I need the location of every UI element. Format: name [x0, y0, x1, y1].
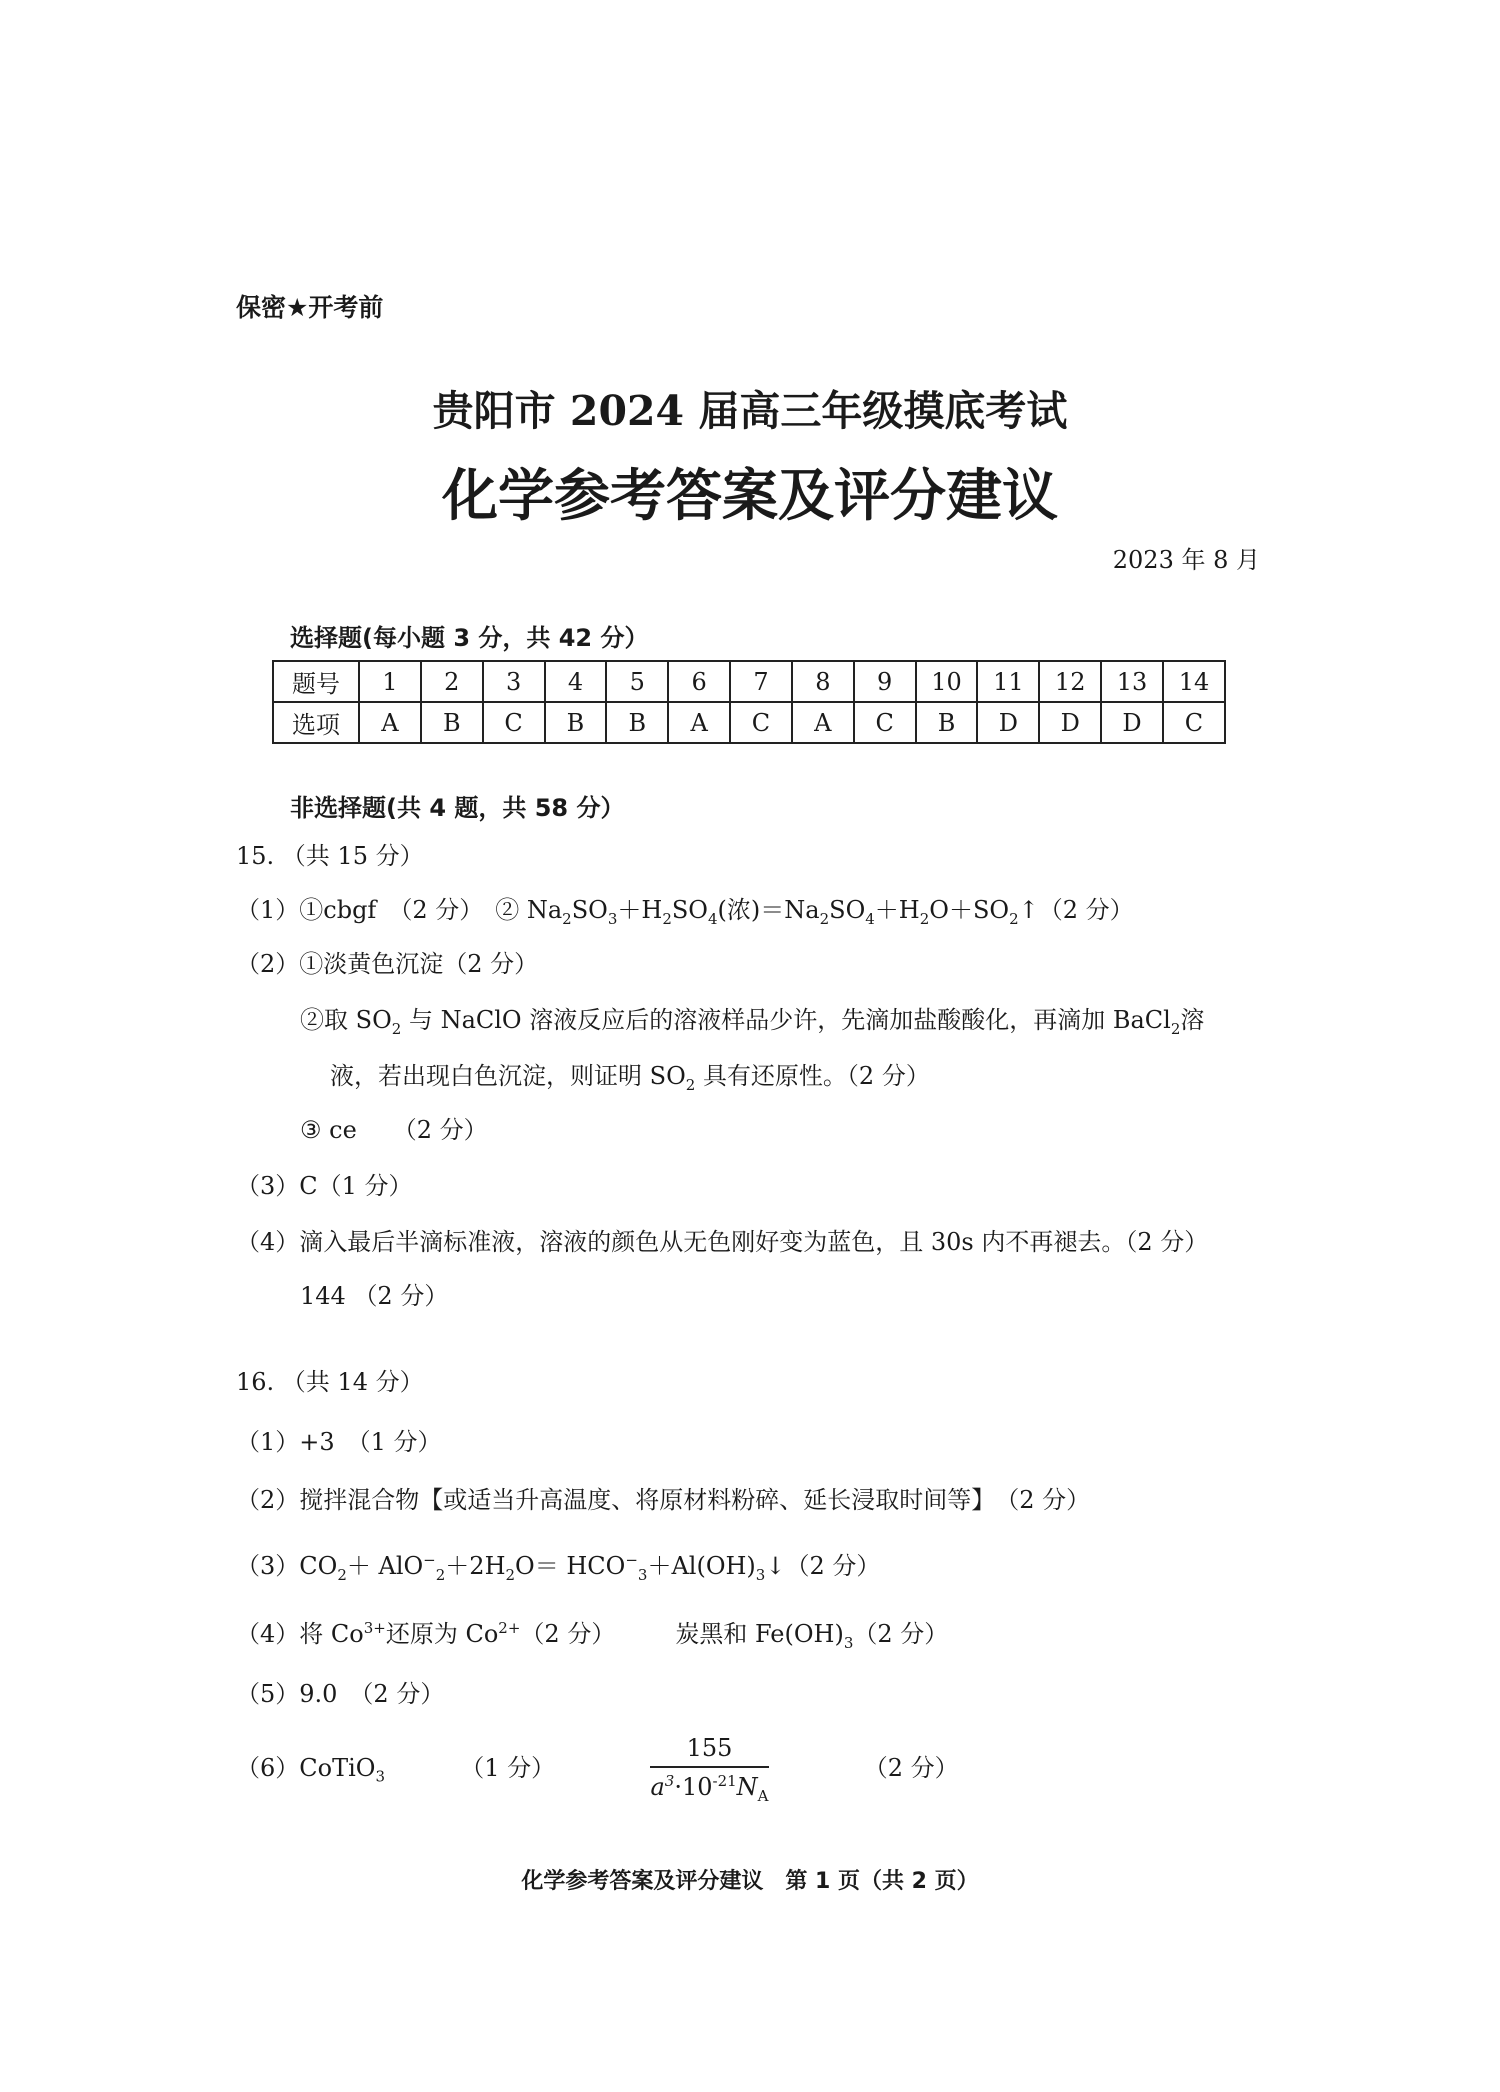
text: （3）CO — [236, 1552, 338, 1580]
superscript: -21 — [712, 1772, 737, 1790]
text: （1）①cbgf （2 分） ② Na — [236, 896, 563, 924]
subscript: 2 — [919, 909, 930, 928]
question-number: 3 — [483, 661, 545, 702]
answer-cell: C — [483, 702, 545, 743]
q15-part2-2-cont — [330, 1056, 930, 1094]
answer-cell: C — [1163, 702, 1225, 743]
q16-part3 — [236, 1546, 880, 1584]
subscript: 2 — [337, 1565, 347, 1584]
subscript: 3 — [755, 1565, 766, 1584]
answer-cell: D — [1101, 702, 1163, 743]
text: ↓（2 分） — [765, 1552, 881, 1580]
subscript: 3 — [843, 1633, 854, 1652]
answer-cell: A — [792, 702, 854, 743]
text: 溶 — [1180, 1006, 1205, 1034]
text: （2 分） — [863, 1753, 959, 1782]
subscript: 2 — [391, 1019, 402, 1038]
text: ＋H — [617, 896, 663, 924]
density-fraction — [650, 1734, 768, 1805]
answer-cell: D — [977, 702, 1039, 743]
superscript: − — [625, 1551, 638, 1569]
text: ＋Al(OH) — [647, 1552, 756, 1580]
subscript: 2 — [819, 909, 830, 928]
text: （2 分） — [853, 1620, 949, 1648]
exam-title: 贵阳市 2024 届高三年级摸底考试 — [432, 387, 1068, 435]
document-title: 化学参考答案及评分建议 — [442, 464, 1058, 529]
superscript: 2+ — [498, 1619, 521, 1637]
q15-part1 — [236, 890, 1134, 928]
q16-title: 16. （共 14 分） — [236, 1368, 424, 1396]
subscript: 2 — [685, 1075, 696, 1094]
subscript: 2 — [662, 909, 672, 928]
text: 与 NaClO 溶液反应后的溶液样品少许，先滴加盐酸酸化，再滴加 BaCl — [408, 1006, 1171, 1034]
text: （2 分） 炭黑和 Fe(OH) — [520, 1620, 844, 1648]
row-label: 题号 — [273, 661, 359, 702]
q15-title: 15. （共 15 分） — [236, 842, 424, 870]
text: 具有还原性。（2 分） — [702, 1062, 930, 1090]
q15-part4-answer: 144 （2 分） — [300, 1282, 449, 1310]
subscript: 4 — [865, 909, 875, 928]
row-label: 选项 — [273, 702, 359, 743]
q15-part4: （4）滴入最后半滴标准液，溶液的颜色从无色刚好变为蓝色，且 30s 内不再褪去。（2 分） — [236, 1228, 1209, 1256]
question-number: 13 — [1101, 661, 1163, 702]
text: （4）将 Co — [236, 1620, 364, 1648]
text: ＋ AlO — [346, 1552, 424, 1580]
superscript: 3+ — [363, 1619, 386, 1637]
subscript: 2 — [1009, 909, 1019, 928]
question-number: 11 — [977, 661, 1039, 702]
text: （6）CoTiO — [236, 1753, 376, 1782]
question-number: 10 — [916, 661, 978, 702]
fraction-denominator — [650, 1768, 768, 1805]
question-number: 4 — [545, 661, 607, 702]
text: SO — [571, 896, 608, 924]
answer-row — [273, 702, 1225, 743]
answer-cell: C — [854, 702, 916, 743]
q16-part1: （1）+3 （1 分） — [236, 1428, 442, 1456]
text: ↑（2 分） — [1018, 896, 1134, 924]
text: O＋SO — [929, 896, 1010, 924]
text: O＝ HCO — [515, 1552, 626, 1580]
text: ·10 — [674, 1773, 713, 1801]
text: SO — [829, 896, 866, 924]
superscript: − — [423, 1551, 436, 1569]
text: （1 分） — [460, 1753, 556, 1782]
answer-cell: A — [359, 702, 421, 743]
q16-part4 — [236, 1614, 948, 1652]
question-number: 12 — [1039, 661, 1101, 702]
text: ＋2H — [445, 1552, 506, 1580]
q15-part3: （3）C（1 分） — [236, 1172, 413, 1200]
subscript: 2 — [562, 909, 572, 928]
text: N — [736, 1773, 758, 1801]
answer-cell: A — [668, 702, 730, 743]
question-number: 6 — [668, 661, 730, 702]
superscript: 3 — [664, 1772, 675, 1790]
answer-cell: B — [545, 702, 607, 743]
document-date: 2023 年 8 月 — [1112, 546, 1260, 574]
subscript: 3 — [375, 1767, 385, 1786]
question-number: 2 — [421, 661, 483, 702]
question-number: 8 — [792, 661, 854, 702]
q15-part2-2 — [300, 1000, 1204, 1038]
nonchoice-section-heading: 非选择题(共 4 题，共 58 分） — [290, 794, 625, 822]
q16-part2: （2）搅拌混合物【或适当升高温度、将原材料粉碎、延长浸取时间等】 （2 分） — [236, 1486, 1091, 1514]
answer-cell: B — [916, 702, 978, 743]
answer-cell: D — [1039, 702, 1101, 743]
question-number: 14 — [1163, 661, 1225, 702]
subscript: 2 — [435, 1565, 446, 1584]
answer-cell: C — [730, 702, 792, 743]
subscript: 2 — [505, 1565, 516, 1584]
fraction-numerator: 155 — [650, 1734, 768, 1768]
confidential-label: 保密★开考前 — [236, 293, 384, 322]
subscript: A — [757, 1786, 769, 1805]
q16-part5: （5）9.0 （2 分） — [236, 1680, 445, 1708]
text: a — [650, 1773, 665, 1801]
q15-part2-1: （2）①淡黄色沉淀（2 分） — [236, 950, 539, 978]
text: SO — [671, 896, 708, 924]
answer-table — [272, 660, 1226, 744]
q15-part2-3: ③ ce （2 分） — [300, 1116, 488, 1144]
question-number: 1 — [359, 661, 421, 702]
subscript: 3 — [607, 909, 618, 928]
answer-cell: B — [421, 702, 483, 743]
question-number-row — [273, 661, 1225, 702]
text: ②取 SO — [300, 1006, 392, 1034]
subscript: 3 — [637, 1565, 648, 1584]
question-number: 5 — [606, 661, 668, 702]
q16-part6 — [236, 1734, 959, 1805]
text: 还原为 Co — [385, 1620, 499, 1648]
question-number: 9 — [854, 661, 916, 702]
question-number: 7 — [730, 661, 792, 702]
subscript: 4 — [707, 909, 718, 928]
answer-cell: B — [606, 702, 668, 743]
text: ＋H — [874, 896, 920, 924]
subscript: 2 — [1170, 1019, 1181, 1038]
page-footer: 化学参考答案及评分建议 第 1 页（共 2 页） — [521, 1869, 979, 1894]
text: 液，若出现白色沉淀，则证明 SO — [330, 1062, 686, 1090]
text: (浓)＝Na — [717, 896, 820, 924]
choice-section-heading: 选择题(每小题 3 分，共 42 分） — [290, 624, 649, 652]
